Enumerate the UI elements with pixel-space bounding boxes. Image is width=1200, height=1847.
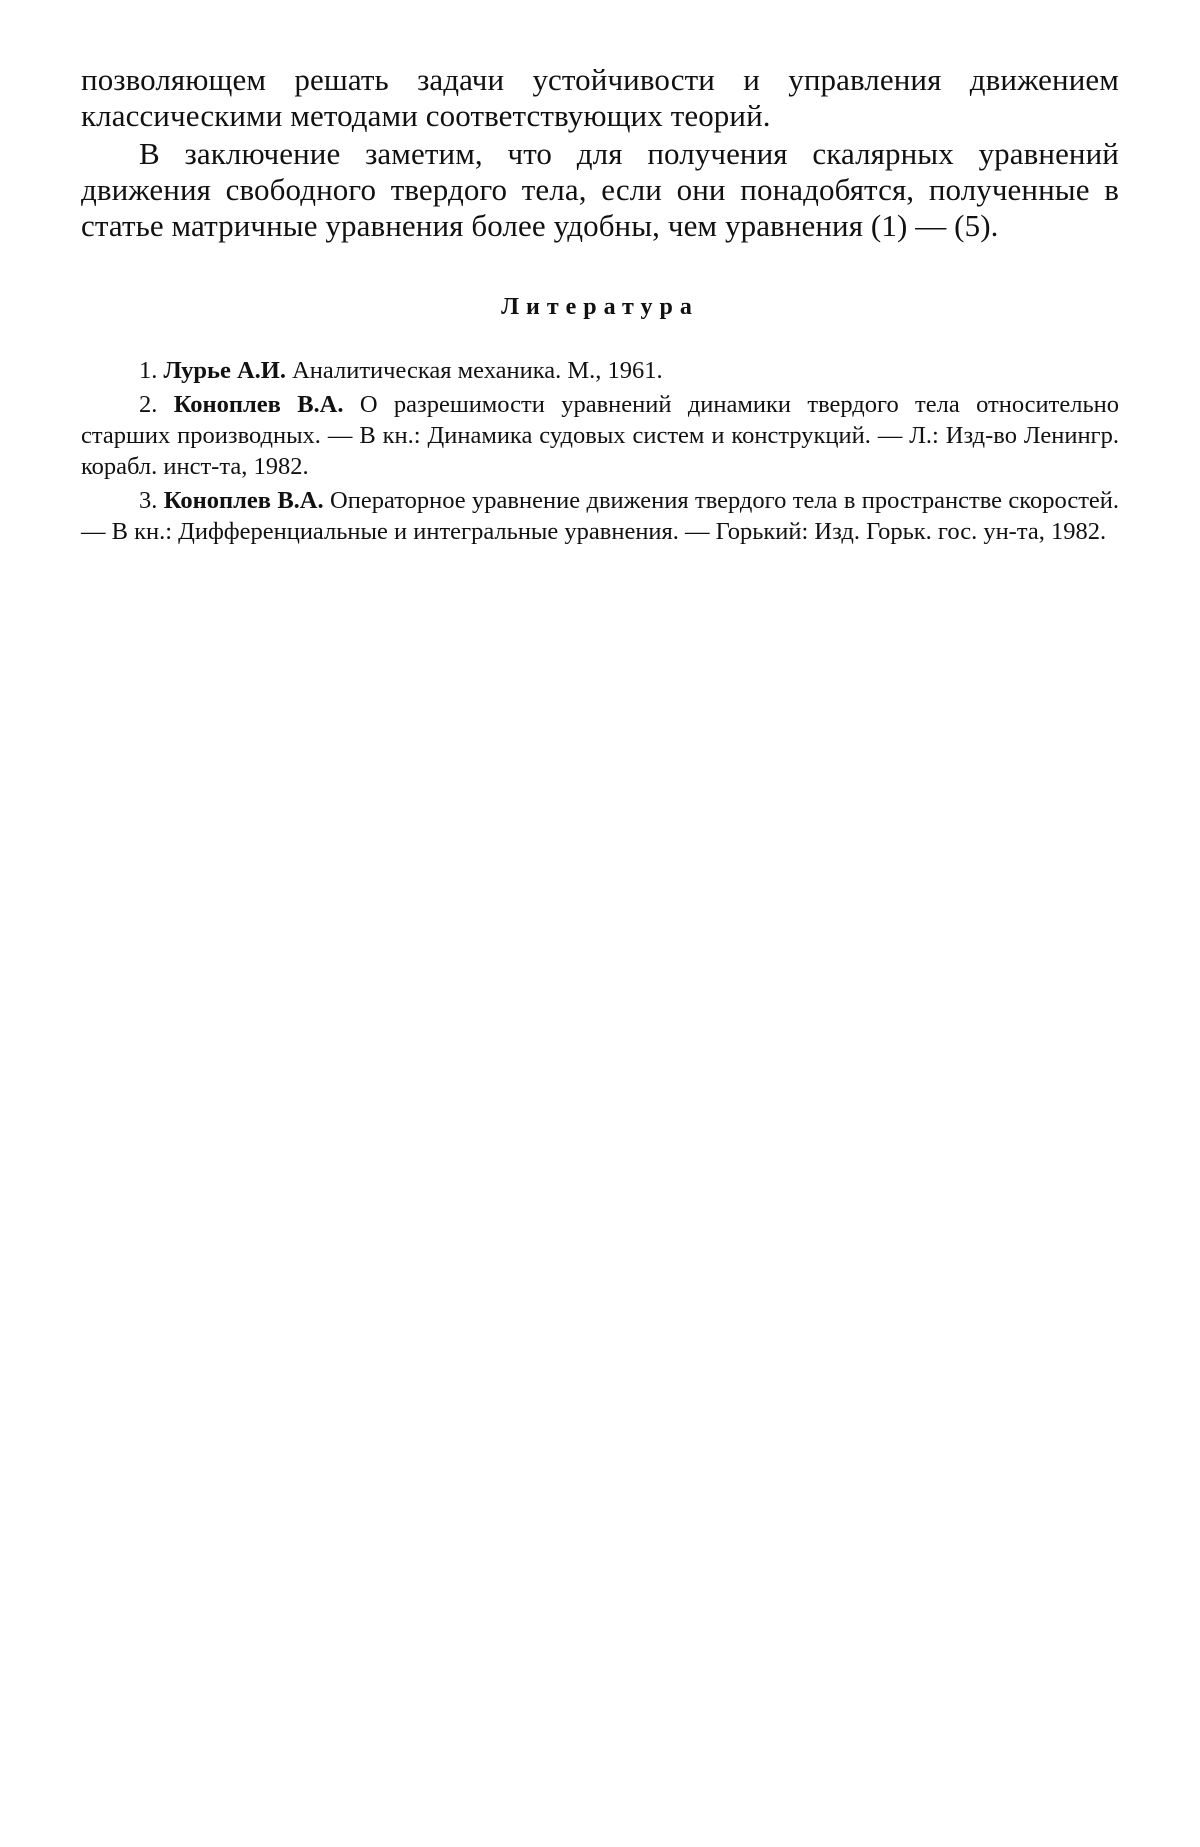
reference-text: О разрешимости уравнений динамики твердого тела относительно старших производных. — В кн.: Динамика судовых систем и конструкций. — Л.: Изд-во Ленингр. корабл. инст-та, 1982. [81, 391, 1120, 480]
references-heading: Литература [501, 294, 699, 320]
reference-number: 1. [139, 357, 158, 384]
body-paragraph-2: В заключение заметим, что для получения скалярных уравнений движения свободного твердого тела, если они понадобятся, полученные в статье матричные уравнения более удобны, чем уравнения (1) — (5). [81, 136, 1119, 243]
reference-number: 3. [139, 487, 158, 514]
reference-item-3 [81, 485, 1119, 547]
reference-author: Коноплев В.А. [163, 487, 324, 514]
reference-number: 2. [139, 391, 158, 418]
page-content [81, 62, 1119, 550]
reference-text: Операторное уравнение движения твердого тела в пространстве скоростей. — В кн.: Дифференциальные и интегральные уравнения. — Горький: Изд. Горьк. гос. ун-та, 1982. [81, 487, 1120, 545]
reference-item-1 [81, 355, 1119, 386]
reference-author: Коноплев В.А. [173, 391, 344, 418]
references-list [81, 355, 1119, 547]
reference-item-2 [81, 389, 1119, 482]
body-paragraph-1: позволяющем решать задачи устойчивости и управления движением классическими методами соответствующих теорий. [81, 62, 1119, 133]
reference-author: Лурье А.И. [163, 357, 286, 384]
reference-text: Аналитическая механика. М., 1961. [292, 357, 663, 384]
